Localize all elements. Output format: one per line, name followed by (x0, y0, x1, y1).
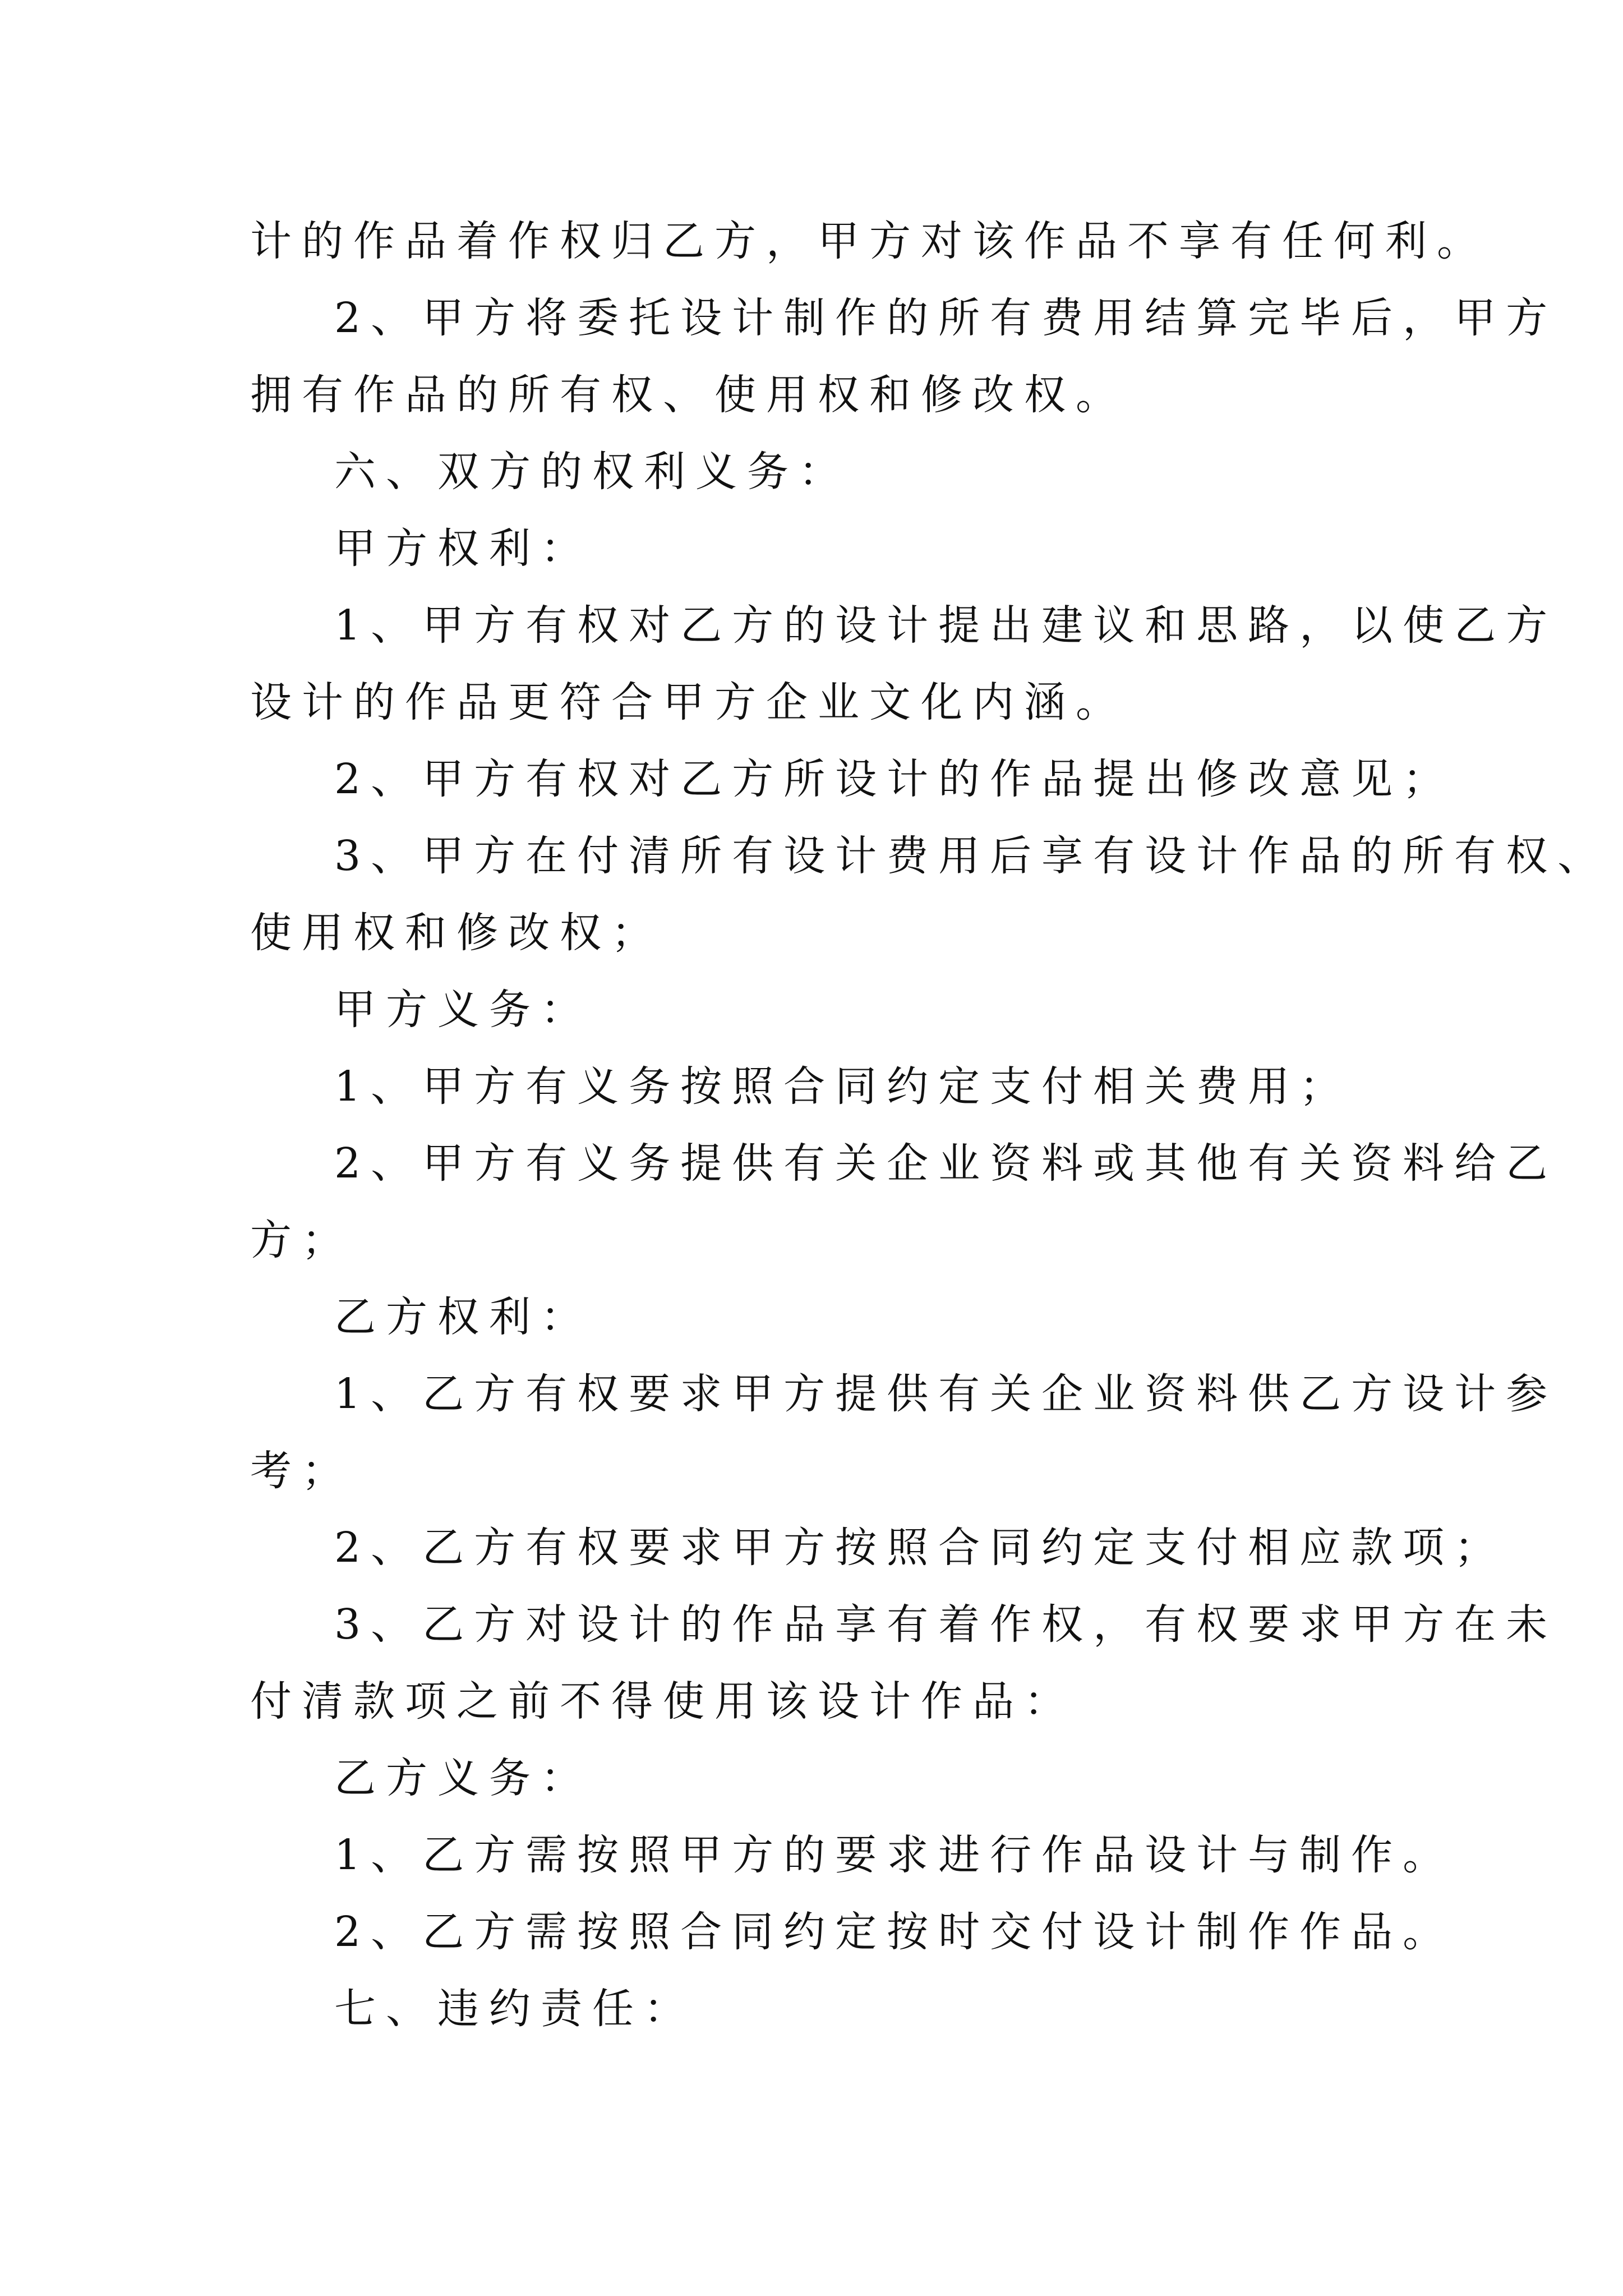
subsection-heading: 甲方权利： (334, 524, 592, 573)
section-heading: 七、违约责任： (334, 1985, 695, 2033)
text-line: 2、甲方有权对乙方所设计的作品提出修改意见； (334, 755, 1455, 803)
section-heading: 六、双方的权利义务： (334, 448, 850, 496)
text-line: 2、乙方需按照合同约定按时交付设计制作作品。 (334, 1908, 1455, 1956)
text-line: 考； (250, 1447, 353, 1495)
text-line: 2、甲方将委托设计制作的所有费用结算完毕后，甲方 (334, 294, 1558, 342)
text-line: 计的作品着作权归乙方，甲方对该作品不享有任何利。 (250, 217, 1488, 265)
text-line: 1、甲方有权对乙方的设计提出建议和思路，以使乙方 (334, 601, 1558, 650)
text-line: 设计的作品更符合甲方企业文化内涵。 (250, 678, 1127, 726)
text-line: 2、甲方有义务提供有关企业资料或其他有关资料给乙 (334, 1139, 1558, 1188)
subsection-heading: 甲方义务： (334, 986, 592, 1034)
text-line: 3、乙方对设计的作品享有着作权，有权要求甲方在未 (334, 1600, 1558, 1649)
text-line: 付清款项之前不得使用该设计作品： (250, 1677, 1076, 1726)
text-line: 方； (250, 1216, 353, 1264)
text-line: 1、乙方有权要求甲方提供有关企业资料供乙方设计参 (334, 1370, 1558, 1418)
text-line: 3、甲方在付清所有设计费用后享有设计作品的所有权、 (334, 832, 1610, 880)
subsection-heading: 乙方义务： (334, 1754, 592, 1802)
text-line: 2、乙方有权要求甲方按照合同约定支付相应款项； (334, 1524, 1506, 1572)
text-line: 使用权和修改权； (250, 909, 663, 957)
subsection-heading: 乙方权利： (334, 1293, 592, 1341)
text-line: 1、甲方有义务按照合同约定支付相关费用； (334, 1062, 1352, 1111)
text-line: 1、乙方需按照甲方的要求进行作品设计与制作。 (334, 1831, 1455, 1879)
text-line: 拥有作品的所有权、使用权和修改权。 (250, 371, 1127, 419)
